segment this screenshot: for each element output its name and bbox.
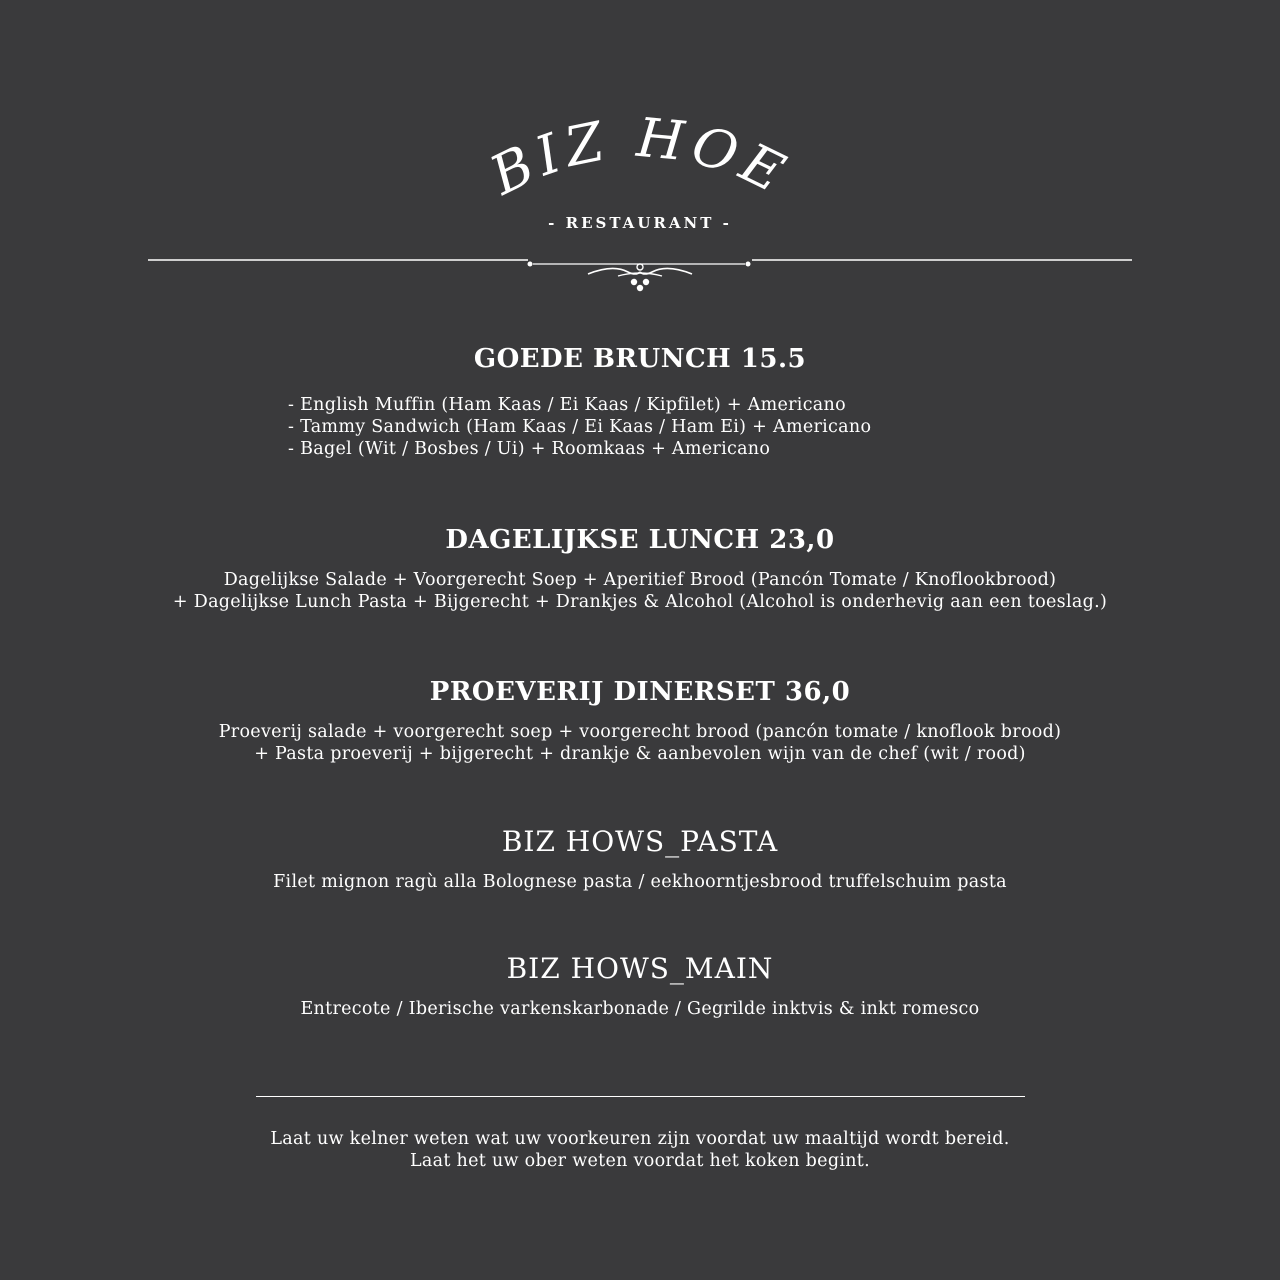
brunch-title: GOEDE BRUNCH 15.5 <box>473 344 807 374</box>
description-line: Filet mignon ragù alla Bolognese pasta / eekhoorntjesbrood truffelschuim pasta <box>273 872 1007 892</box>
description-line: + Dagelijkse Lunch Pasta + Bijgerecht + Drankjes & Alcohol (Alcohol is onderhevig aan een toeslag.) <box>172 592 1108 612</box>
main-description <box>0 998 1280 1020</box>
restaurant-subtitle: - RESTAURANT - <box>548 214 732 232</box>
brunch-items <box>288 394 871 460</box>
footer-note <box>0 1128 1280 1172</box>
description-line: + Pasta proeverij + bijgerecht + drankje & aanbevolen wijn van de chef (wit / rood) <box>254 744 1026 764</box>
dinner-section <box>0 675 1280 765</box>
description-line: Dagelijkse Salade + Voorgerecht Soep + Aperitief Brood (Pancón Tomate / Knoflookbrood) <box>223 570 1057 590</box>
brand-name: BIZ HOE <box>480 108 800 208</box>
list-item: - Tammy Sandwich (Ham Kaas / Ei Kaas / Ham Ei) + Americano <box>288 417 872 437</box>
list-item: - Bagel (Wit / Bosbes / Ui) + Roomkaas + Americano <box>288 439 771 459</box>
ornamental-divider <box>148 246 1132 296</box>
pasta-description <box>0 871 1280 893</box>
description-line: Proeverij salade + voorgerecht soep + voorgerecht brood (pancón tomate / knoflook brood) <box>218 722 1062 742</box>
lunch-description <box>0 569 1280 613</box>
main-title: BIZ HOWS_MAIN <box>506 952 774 985</box>
pasta-section <box>0 825 1280 893</box>
description-line: Entrecote / Iberische varkenskarbonade / Gegrilde inktvis & inkt romesco <box>300 999 980 1019</box>
main-section <box>0 952 1280 1020</box>
svg-text:BIZ HOE <box>480 108 800 208</box>
dinner-description <box>0 721 1280 765</box>
list-item: - English Muffin (Ham Kaas / Ei Kaas / Kipfilet) + Americano <box>288 395 846 415</box>
lunch-title: DAGELIJKSE LUNCH 23,0 <box>445 525 835 555</box>
lunch-section <box>0 523 1280 613</box>
footer-divider <box>256 1096 1025 1097</box>
footer-line: Laat het uw ober weten voordat het koken begint. <box>409 1151 871 1171</box>
pasta-title: BIZ HOWS_PASTA <box>501 825 779 858</box>
footer-line: Laat uw kelner weten wat uw voorkeuren zijn voordat uw maaltijd wordt bereid. <box>270 1129 1010 1149</box>
dinner-title: PROEVERIJ DINERSET 36,0 <box>429 677 851 707</box>
brunch-section <box>0 342 1280 376</box>
